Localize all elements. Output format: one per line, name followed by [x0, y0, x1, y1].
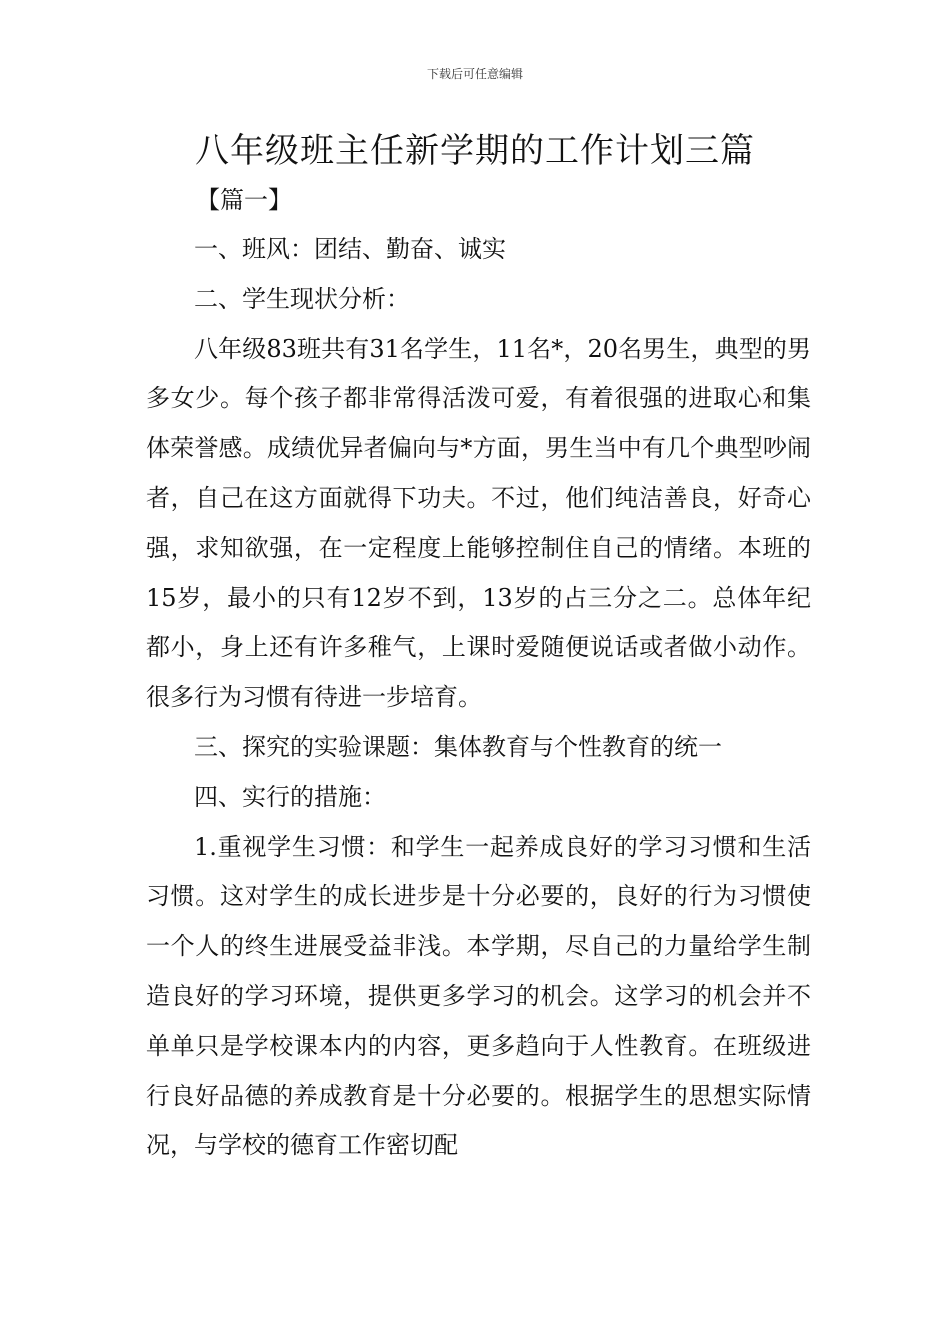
paragraph-measures-heading: 四、实行的措施：: [194, 782, 386, 811]
paragraph-student-analysis: 八年级83班共有31名学生，11名*，20名男生，典型的男多女少。每个孩子都非常得活泼可爱，有着很强的进取心和集体荣誉感。成绩优异者偏向与*方面，男生当中有几个典型吵闹者，自己在这方面就得下功夫。不过，他们纯洁善良，好奇心强，求知欲强，在一定程度上能够控制住自己的情绪。本班的15岁，最小的只有12岁不到，13岁的占三分之二。总体年纪都小，身上还有许多稚气，上课时爱随便说话或者做小动作。很多行为习惯有待进一步培育。: [146, 334, 811, 712]
paragraph-research-topic: 三、探究的实验课题：集体教育与个性教育的统一: [194, 732, 722, 761]
page-header-note: 下载后可任意编辑: [426, 67, 523, 81]
section-label: 【篇一】: [196, 186, 292, 214]
paragraph-class-style: 一、班风：团结、勤奋、诚实: [194, 235, 506, 263]
document-body: [146, 225, 811, 1171]
paragraph-student-analysis-heading: 二、学生现状分析：: [194, 284, 410, 313]
paragraph-measure-1: 1.重视学生习惯：和学生一起养成良好的学习习惯和生活习惯。这对学生的成长进步是十分必要的，良好的行为习惯使一个人的终生进展受益非浅。本学期，尽自己的力量给学生制造良好的学习环境，提供更多学习的机会。这学习的机会并不单单只是学校课本内的内容，更多趋向于人性教育。在班级进行良好品德的养成教育是十分必要的。根据学生的思想实际情况，与学校的德育工作密切配: [146, 832, 811, 1160]
document-title: 八年级班主任新学期的工作计划三篇: [195, 131, 755, 171]
